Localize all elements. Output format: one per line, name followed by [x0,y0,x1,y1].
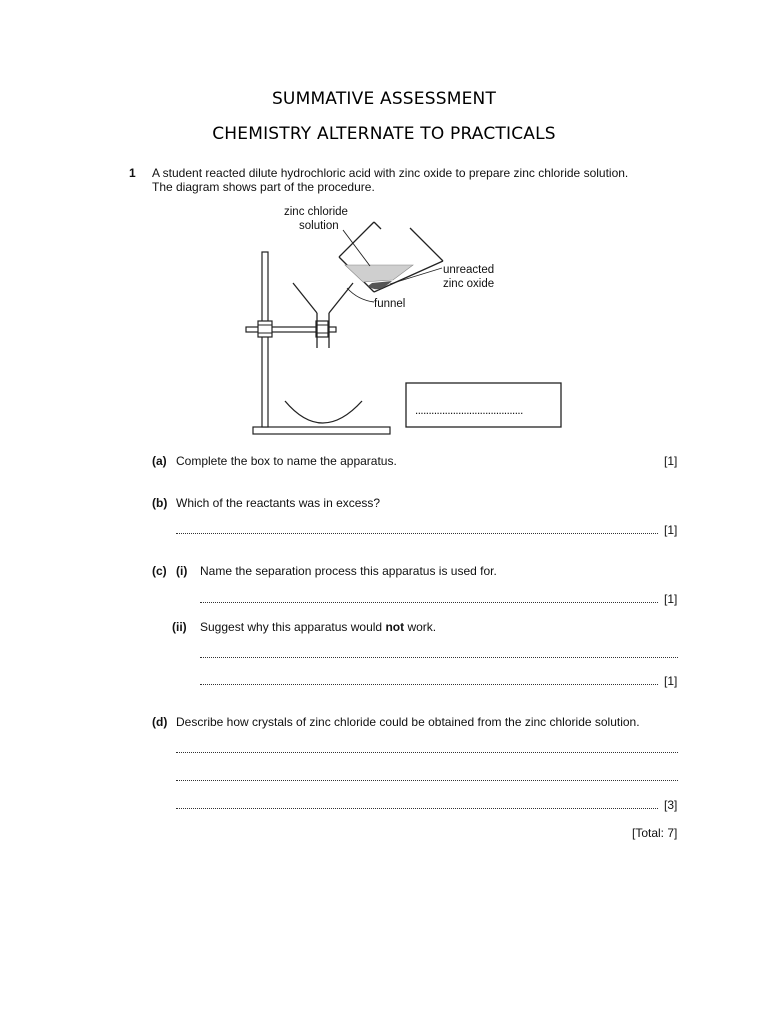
part-d-answer-line-3[interactable] [176,808,658,809]
answer-box-dots[interactable]: ........................................ [415,405,523,417]
label-zinc-chloride: zinc chloride [284,206,348,218]
part-c-ii-text: Suggest why this apparatus would not work. [200,620,437,634]
part-c-ii-answer-line-1[interactable] [200,657,678,658]
label-unreacted: unreacted [443,264,495,276]
funnel [293,283,353,348]
boss-head [258,321,272,337]
part-a-text: Complete the box to name the apparatus. [176,454,397,468]
evaporating-dish [285,401,362,423]
label-zinc-oxide: zinc oxide [443,278,495,290]
question-intro-line1: A student reacted dilute hydrochloric acid with zinc oxide to prepare zinc chloride solution. [152,166,629,180]
page-title: SUMMATIVE ASSESSMENT [271,89,497,109]
label-funnel: funnel [374,298,406,310]
label-solution: solution [299,220,339,232]
page-subtitle: CHEMISTRY ALTERNATE TO PRACTICALS [212,124,556,144]
part-c-i-text: Name the separation process this apparatus is used for. [200,564,497,578]
part-c-ii-answer-line-2[interactable] [200,684,658,685]
part-d-answer-line-2[interactable] [176,780,678,781]
filtration-diagram [0,0,768,450]
part-a-label: (a) [152,454,167,468]
part-d-text: Describe how crystals of zinc chloride could be obtained from the zinc chloride solution. [176,715,640,729]
part-c-ii-label: (ii) [172,620,187,634]
part-c-i-label: (i) [176,564,188,578]
part-b-label: (b) [152,496,168,510]
stand-rod [262,252,268,427]
part-d-mark: [3] [664,798,678,812]
stand-base [253,427,390,434]
part-c-i-answer-line[interactable] [200,602,658,603]
part-a-mark: [1] [664,454,678,468]
part-c-label: (c) [152,564,167,578]
total-marks: [Total: 7] [632,826,678,840]
part-b-answer-line[interactable] [176,533,658,534]
part-c-ii-mark: [1] [664,674,678,688]
part-d-label: (d) [152,715,168,729]
question-number: 1 [129,166,136,180]
question-intro-line2: The diagram shows part of the procedure. [152,180,375,194]
part-b-mark: [1] [664,523,678,537]
part-c-i-mark: [1] [664,592,678,606]
part-d-answer-line-1[interactable] [176,752,678,753]
clamp-jaws [316,321,328,337]
part-b-text: Which of the reactants was in excess? [176,496,381,510]
